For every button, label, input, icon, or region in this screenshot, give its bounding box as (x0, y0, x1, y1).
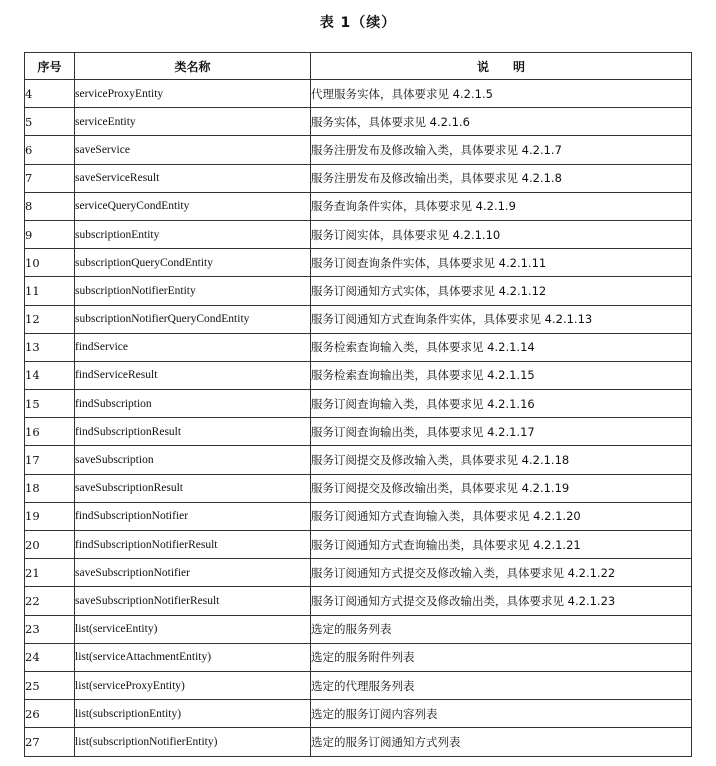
table-row (25, 333, 692, 361)
table-row (25, 587, 692, 615)
row-number: 17 (25, 446, 75, 474)
row-number: 5 (25, 108, 75, 136)
table-row (25, 164, 692, 192)
row-number: 19 (25, 502, 75, 530)
row-number: 9 (25, 220, 75, 248)
table-row (25, 728, 692, 756)
description: 服务实体，具体要求见 4.2.1.6 (311, 108, 692, 136)
row-number: 18 (25, 474, 75, 502)
table-row (25, 361, 692, 389)
class-name: list(serviceAttachmentEntity) (75, 643, 311, 671)
description: 服务订阅通知方式查询输入类，具体要求见 4.2.1.20 (311, 502, 692, 530)
table-row (25, 643, 692, 671)
row-number: 24 (25, 643, 75, 671)
description: 服务订阅实体，具体要求见 4.2.1.10 (311, 220, 692, 248)
class-name: list(subscriptionEntity) (75, 700, 311, 728)
description: 服务订阅通知方式提交及修改输入类，具体要求见 4.2.1.22 (311, 559, 692, 587)
table-row (25, 277, 692, 305)
class-name: findServiceResult (75, 361, 311, 389)
row-number: 21 (25, 559, 75, 587)
description: 代理服务实体，具体要求见 4.2.1.5 (311, 80, 692, 108)
description: 选定的服务订阅通知方式列表 (311, 728, 692, 756)
description: 服务订阅通知方式提交及修改输出类，具体要求见 4.2.1.23 (311, 587, 692, 615)
class-name: findSubscriptionResult (75, 418, 311, 446)
table-row (25, 559, 692, 587)
header-no: 序号 (25, 53, 75, 80)
table-caption: 表 1（续） (319, 15, 397, 31)
description: 服务订阅提交及修改输入类，具体要求见 4.2.1.18 (311, 446, 692, 474)
class-name: saveServiceResult (75, 164, 311, 192)
description: 服务订阅提交及修改输出类，具体要求见 4.2.1.19 (311, 474, 692, 502)
description: 服务订阅通知方式查询输出类，具体要求见 4.2.1.21 (311, 531, 692, 559)
class-name: subscriptionQueryCondEntity (75, 249, 311, 277)
class-name: saveSubscription (75, 446, 311, 474)
table-body (25, 80, 692, 757)
class-table (24, 52, 692, 757)
row-number: 4 (25, 80, 75, 108)
description: 服务订阅通知方式查询条件实体，具体要求见 4.2.1.13 (311, 305, 692, 333)
table-row (25, 446, 692, 474)
table-row (25, 249, 692, 277)
class-name: serviceEntity (75, 108, 311, 136)
class-name: serviceProxyEntity (75, 80, 311, 108)
table-row (25, 108, 692, 136)
class-name: findSubscriptionNotifier (75, 502, 311, 530)
description: 服务订阅查询条件实体，具体要求见 4.2.1.11 (311, 249, 692, 277)
table-row (25, 418, 692, 446)
table-row (25, 390, 692, 418)
description: 服务注册发布及修改输出类，具体要求见 4.2.1.8 (311, 164, 692, 192)
row-number: 15 (25, 390, 75, 418)
row-number: 16 (25, 418, 75, 446)
class-name: saveSubscriptionNotifier (75, 559, 311, 587)
table-row (25, 531, 692, 559)
class-name: findSubscription (75, 390, 311, 418)
row-number: 11 (25, 277, 75, 305)
description: 服务检索查询输出类，具体要求见 4.2.1.15 (311, 361, 692, 389)
row-number: 20 (25, 531, 75, 559)
class-name: saveSubscriptionNotifierResult (75, 587, 311, 615)
table-row (25, 615, 692, 643)
header-desc: 说 明 (311, 53, 692, 80)
class-name: findService (75, 333, 311, 361)
description: 选定的服务列表 (311, 615, 692, 643)
table-row (25, 671, 692, 699)
description: 服务检索查询输入类，具体要求见 4.2.1.14 (311, 333, 692, 361)
description: 服务订阅查询输出类，具体要求见 4.2.1.17 (311, 418, 692, 446)
row-number: 25 (25, 671, 75, 699)
description: 选定的代理服务列表 (311, 671, 692, 699)
header-name: 类名称 (75, 53, 311, 80)
class-name: saveSubscriptionResult (75, 474, 311, 502)
row-number: 10 (25, 249, 75, 277)
row-number: 26 (25, 700, 75, 728)
row-number: 7 (25, 164, 75, 192)
class-name: serviceQueryCondEntity (75, 192, 311, 220)
description: 服务注册发布及修改输入类，具体要求见 4.2.1.7 (311, 136, 692, 164)
table-row (25, 474, 692, 502)
table-row (25, 136, 692, 164)
class-name: subscriptionNotifierQueryCondEntity (75, 305, 311, 333)
table-row (25, 502, 692, 530)
class-name: list(subscriptionNotifierEntity) (75, 728, 311, 756)
row-number: 22 (25, 587, 75, 615)
header-row (25, 53, 692, 80)
row-number: 8 (25, 192, 75, 220)
description: 选定的服务订阅内容列表 (311, 700, 692, 728)
class-name: subscriptionEntity (75, 220, 311, 248)
class-name: subscriptionNotifierEntity (75, 277, 311, 305)
row-number: 14 (25, 361, 75, 389)
description: 服务订阅查询输入类，具体要求见 4.2.1.16 (311, 390, 692, 418)
row-number: 27 (25, 728, 75, 756)
row-number: 23 (25, 615, 75, 643)
class-name: list(serviceProxyEntity) (75, 671, 311, 699)
table-row (25, 80, 692, 108)
description: 选定的服务附件列表 (311, 643, 692, 671)
class-name: findSubscriptionNotifierResult (75, 531, 311, 559)
table-row (25, 700, 692, 728)
row-number: 13 (25, 333, 75, 361)
row-number: 6 (25, 136, 75, 164)
row-number: 12 (25, 305, 75, 333)
class-name: list(serviceEntity) (75, 615, 311, 643)
table-row (25, 220, 692, 248)
table-row (25, 192, 692, 220)
description: 服务查询条件实体，具体要求见 4.2.1.9 (311, 192, 692, 220)
description: 服务订阅通知方式实体，具体要求见 4.2.1.12 (311, 277, 692, 305)
class-name: saveService (75, 136, 311, 164)
table-row (25, 305, 692, 333)
